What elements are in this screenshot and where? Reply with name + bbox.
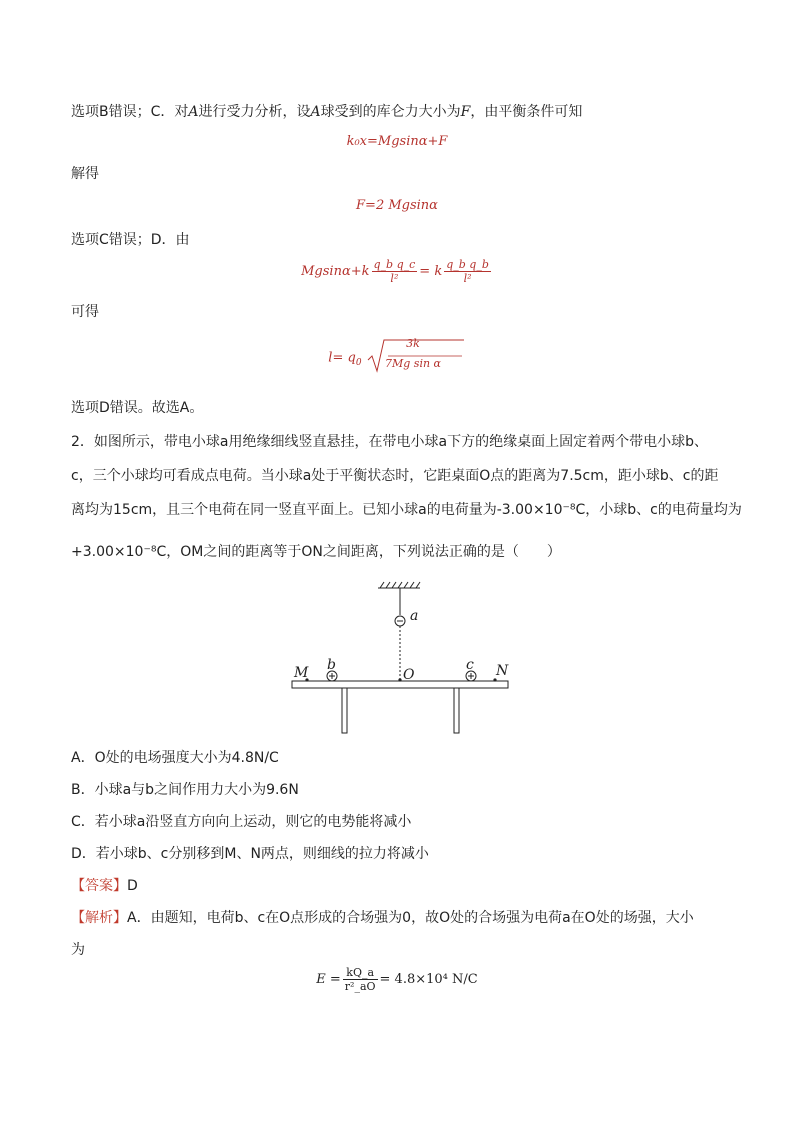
label-O: O [403,667,415,683]
denominator: l² [463,272,472,285]
question-line-2: c，三个小球均可看成点电荷。当小球a处于平衡状态时，它距桌面O点的距离为7.5cm，距小球b、c的距 [71,468,719,484]
option-d: D．若小球b、c分别移到M、N两点，则细线的拉力将减小 [71,846,429,862]
analysis-line-2: 为 [71,942,85,958]
kede-label: 可得 [71,304,99,320]
eq4-left: l= q [328,350,356,366]
text-segment: 选项B错误；C．对 [71,104,189,120]
point-O [398,678,401,681]
numerator: q_b q_c [373,258,416,271]
charge-diagram [280,578,520,738]
fraction [343,966,378,993]
equation-e-field [0,966,794,993]
var-a: A [188,104,199,120]
var-f: F [460,104,471,120]
equation-1: k₀x=Mgsinα+F [346,134,448,149]
eq3-left: Mgsinα+k [301,264,370,279]
option-b: B．小球a与b之间作用力大小为9.6N [71,782,299,798]
option-c-analysis-line [71,102,582,122]
text-segment: 球受到的库仑力大小为 [320,104,461,120]
sqrt-numerator: 3k [406,337,420,350]
analysis-line-1 [71,908,694,928]
table-top [292,681,508,688]
numerator: q_b q_b [446,258,489,271]
eq-e-left: E = [316,972,341,987]
sqrt-denominator: 7Mg sin α [385,357,441,370]
ceiling-support [378,582,420,588]
jiede-label: 解得 [71,166,99,182]
denominator: r²_aO [344,980,376,993]
label-M: M [294,665,309,681]
numerator: kQ_a [343,966,378,980]
text-segment: ，由平衡条件可知 [470,104,583,120]
fraction [444,258,491,285]
label-a: a [410,608,419,624]
analysis-text: A．由题知，电荷b、c在O点形成的合场强为0，故O处的合场强为电荷a在O处的场强，大小 [127,910,694,926]
eq4-sub: 0 [355,358,362,369]
question-line-4: +3.00×10⁻⁸C，OM之间的距离等于ON之间距离，下列说法正确的是（ ） [71,544,561,560]
option-c: C．若小球a沿竖直方向向上运动，则它的电势能将减小 [71,814,412,830]
equation-4 [0,338,794,378]
label-N: N [496,663,509,679]
question-line-3: 离均为15cm，且三个电荷在同一竖直平面上。已知小球a的电荷量为-3.00×10⁻⁸C，小球b、c的电荷量均为 [71,502,742,518]
option-d-end: 选项D错误。故选A。 [71,400,204,416]
eq3-mid: = k [419,264,443,279]
denominator: l² [390,272,399,285]
eq-e-right: = 4.8×10⁴ N/C [379,972,478,987]
analysis-tag: 【解析】 [71,910,127,926]
table-leg-right [454,688,459,733]
label-c: c [466,657,474,673]
answer-tag: 【答案】 [71,878,127,894]
text-segment: 进行受力分析，设 [198,104,311,120]
fraction [372,258,418,285]
label-b: b [327,657,336,673]
equation-3 [0,258,794,285]
option-d-prefix: 选项C错误；D．由 [71,232,190,248]
question-line-1: 2．如图所示，带电小球a用绝缘细线竖直悬挂，在带电小球a下方的绝缘桌面上固定着两个带电小球b、 [71,434,708,450]
var-a: A [310,104,321,120]
ball-a [395,616,405,626]
option-a: A．O处的电场强度大小为4.8N/C [71,750,279,766]
table-leg-left [342,688,347,733]
equation-2: F=2 Mgsinα [356,198,438,213]
answer-line [71,876,138,896]
answer-value: D [127,878,138,894]
